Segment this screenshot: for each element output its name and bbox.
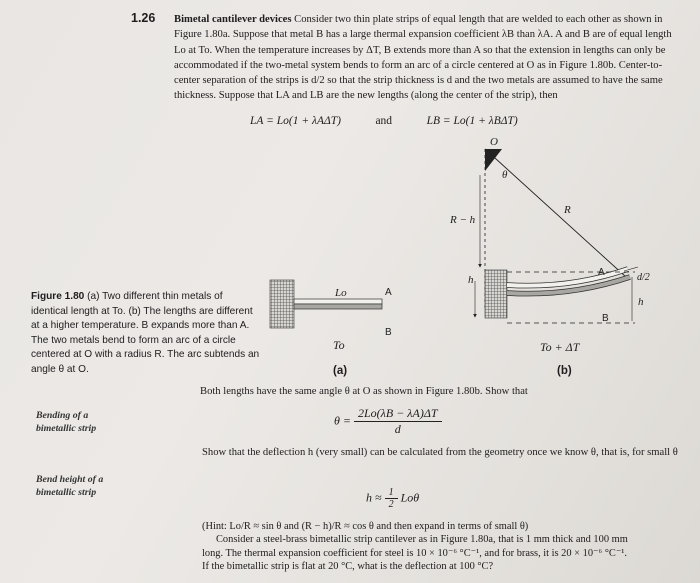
margin-note-bending: Bending of a bimetallic strip	[36, 410, 97, 434]
strip-a-top	[294, 299, 382, 304]
angle-wedge	[485, 149, 502, 171]
eq-lb: LB = Lo(1 + λBΔT)	[426, 115, 518, 127]
question-line-1: Consider a steel-brass bimetallic strip cantilever as in Figure 1.80a, that is 1 mm thick and 100 mm	[216, 534, 628, 546]
problem-title: Bimetal cantilever devices	[174, 14, 292, 25]
both-lengths-text: Both lengths have the same angle θ at O as shown in Figure 1.80b. Show that	[200, 386, 528, 397]
figure-caption-label: Figure 1.80	[31, 291, 85, 302]
theta-eq-lhs: θ =	[334, 413, 351, 428]
problem-intro-text: Consider two thin plate strips of equal length that are welded to each other as shown in Figure 1.80a. Suppose that metal B has a large thermal expansion coefficient λB than λA. A and B are of equal length Lo at To. When the temperature increases by ΔT, B extends more than A so that the extension in lengths can only be accommodated if the two-metal system bends to form an arc of a circle centered at O as in Figure 1.80b. Center-to-center separation of the strips is d/2 so that the strip thickness is d and the two metals are assumed to have the same thickness. Suppose that LA and LB are the new lengths (along the center of the strip), then	[174, 14, 672, 102]
radius-line	[485, 149, 626, 277]
theta-equation	[334, 406, 442, 437]
radius-label: R	[564, 204, 571, 216]
panel-b-label: (b)	[557, 365, 572, 377]
center-label-o: O	[490, 136, 498, 148]
h-label-right: h	[638, 296, 644, 308]
length-equations	[250, 115, 518, 127]
deflection-text: Show that the deflection h (very small) can be calculated from the geometry once we know θ, that is, for small θ	[202, 447, 678, 458]
strip-label-a: A	[385, 287, 392, 298]
h-eq-frac-den: 2	[388, 499, 394, 510]
h-eq-lhs: h ≈	[366, 490, 382, 505]
temp-label-b: To + ΔT	[540, 340, 580, 354]
length-label-a: Lo	[335, 287, 347, 299]
h-eq-fraction	[385, 487, 398, 510]
h-equation	[366, 487, 419, 510]
figure-caption	[31, 290, 261, 378]
question-line-3: If the bimetallic strip is flat at 20 °C, what is the deflection at 100 °C?	[202, 561, 494, 573]
strip-b-bottom	[294, 304, 382, 309]
problem-intro	[174, 12, 684, 104]
panel-a-label: (a)	[333, 365, 348, 377]
angle-label: θ	[502, 169, 508, 181]
question-line-2: long. The thermal expansion coefficient for steel is 10 × 10⁻⁶ °C⁻¹, and for brass, it is 20 × 10⁻⁶ °C⁻¹.	[202, 547, 628, 559]
h-label-left: h	[468, 274, 474, 286]
strip-label-b-bent: B	[602, 313, 609, 324]
theta-eq-denominator: d	[394, 422, 401, 436]
clamp-block-a	[270, 280, 294, 328]
h-eq-frac-num: 1	[385, 487, 398, 499]
hint-text: (Hint: Lo/R ≈ sin θ and (R − h)/R ≈ cos θ and then expand in terms of small θ)	[202, 521, 529, 532]
hint-block	[202, 520, 697, 574]
half-d-label: d/2	[637, 272, 650, 283]
theta-eq-fraction	[354, 406, 442, 437]
eq-and: and	[375, 115, 393, 127]
theta-eq-numerator: 2Lo(λB − λA)ΔT	[354, 406, 442, 422]
figure-panel-a	[265, 275, 410, 365]
h-eq-rhs: Loθ	[400, 490, 420, 505]
strip-label-b: B	[385, 327, 392, 338]
problem-number: 1.26	[131, 11, 156, 25]
figure-panel-b	[440, 135, 690, 365]
strip-label-a-bent: A	[598, 267, 605, 278]
eq-la: LA = Lo(1 + λAΔT)	[250, 115, 341, 127]
temp-label-a: To	[333, 338, 345, 352]
r-minus-h-label: R − h	[450, 214, 476, 226]
margin-note-bend-height: Bend height of a bimetallic strip	[36, 474, 104, 498]
clamp-block-b	[485, 270, 507, 318]
figure-caption-text: (a) Two different thin metals of identical length at To. (b) The lengths are different at a higher temperature. B expands more than A. The two metals bend to form an arc of a circle centered at O with a radius R. The arc subtends an angle θ at O.	[31, 291, 260, 375]
